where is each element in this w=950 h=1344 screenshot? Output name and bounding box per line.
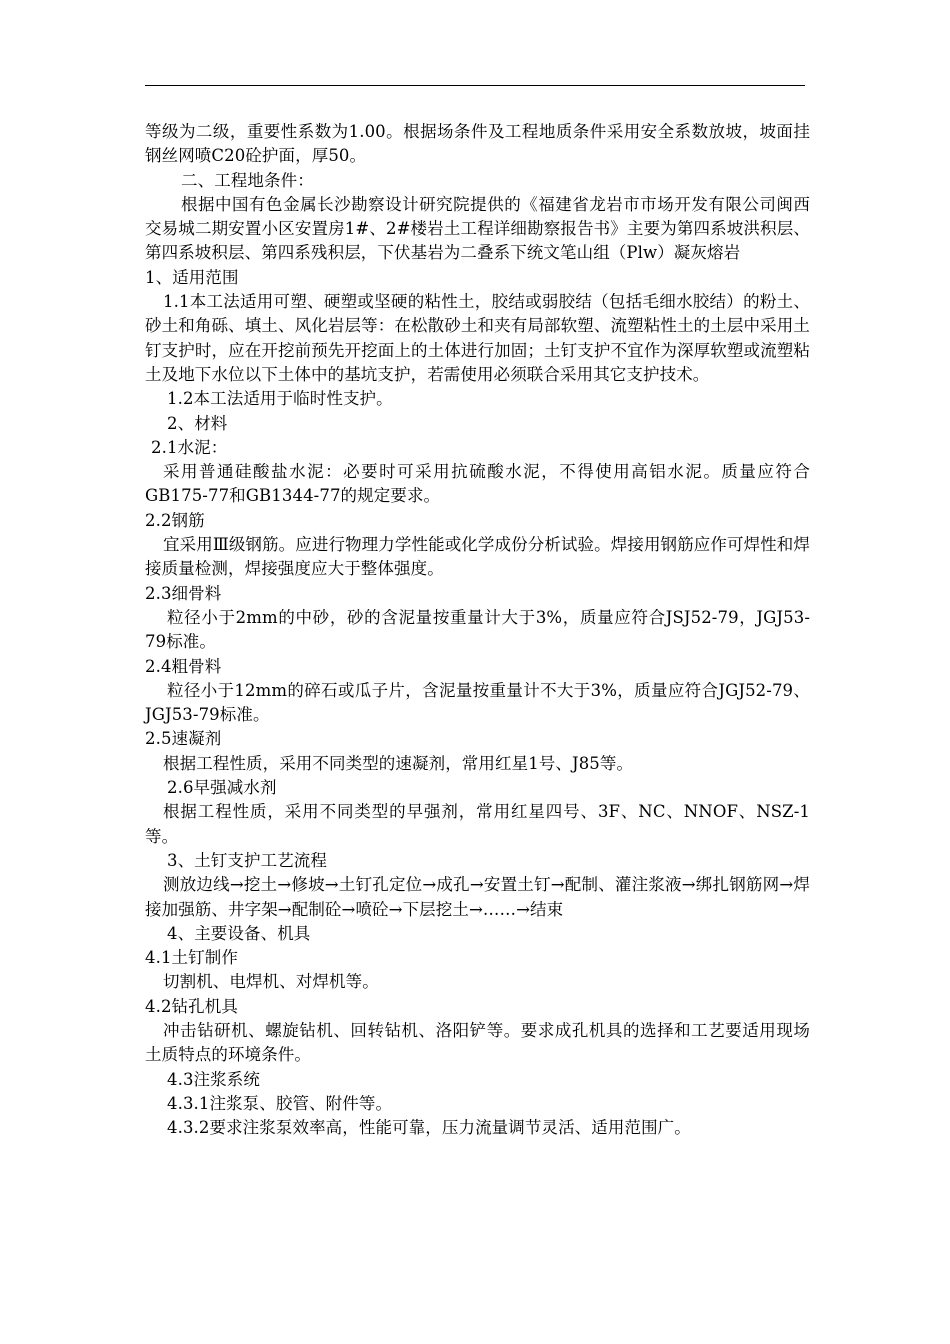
paragraph: 根据中国有色金属长沙勘察设计研究院提供的《福建省龙岩市市场开发有限公司闽西交易城二期安置小区安置房1#、2#楼岩土工程详细勘察报告书》主要为第四系坡洪积层、第四系坡积层、第四系残积层，下伏基岩为二叠系下统文笔山组（Plw）凝灰熔岩 [145, 194, 810, 263]
paragraph: 2.6早强减水剂 [167, 778, 277, 798]
paragraph: 1、适用范围 [145, 267, 239, 287]
paragraph: 宜采用Ⅲ级钢筋。应进行物理力学性能或化学成份分析试验。焊接用钢筋应作可焊性和焊接质量检测，焊接强度应大于整体强度。 [145, 535, 810, 579]
paragraph: 4.3注浆系统 [167, 1069, 260, 1089]
paragraph: 2.4粗骨料 [145, 656, 222, 676]
document-body [145, 120, 810, 1140]
paragraph: 3、土钉支护工艺流程 [167, 850, 327, 870]
paragraph: 2.5速凝剂 [145, 729, 222, 749]
paragraph: 4.2钻孔机具 [145, 996, 238, 1016]
paragraph: 4.3.1注浆泵、胶管、附件等。 [167, 1093, 393, 1113]
paragraph: 根据工程性质，采用不同类型的早强剂，常用红星四号、3F、NC、NNOF、NSZ-1等。 [145, 802, 810, 846]
paragraph: 切割机、电焊机、对焊机等。 [163, 972, 379, 992]
paragraph: 等级为二级，重要性系数为1.00。根据场条件及工程地质条件采用安全系数放坡，坡面挂钢丝网喷C20砼护面，厚50。 [145, 122, 810, 166]
paragraph: 4.3.2要求注浆泵效率高，性能可靠，压力流量调节灵活、适用范围广。 [167, 1118, 691, 1138]
paragraph: 2.3细骨料 [145, 583, 222, 603]
paragraph: 二、工程地条件： [181, 170, 314, 190]
paragraph: 粒径小于12mm的碎石或瓜子片，含泥量按重量计不大于3%，质量应符合JGJ52-79、JGJ53-79标准。 [145, 680, 810, 725]
paragraph: 1.1本工法适用可塑、硬塑或坚硬的粘性土，胶结或弱胶结（包括毛细水胶结）的粉土、砂土和角砾、填土、风化岩层等：在松散砂土和夹有局部软塑、流塑粘性土的土层中采用土钉支护时，应在开挖前预先开挖面上的土体进行加固；土钉支护不宜作为深厚软塑或流塑粘土及地下水位以下土体中的基坑支护，若需使用必须联合采用其它支护技术。 [145, 292, 810, 384]
paragraph: 粒径小于2mm的中砂，砂的含泥量按重量计大于3%，质量应符合JSJ52-79，JGJ53-79标准。 [145, 607, 810, 652]
header-rule [145, 85, 805, 86]
paragraph: 1.2本工法适用于临时性支护。 [167, 389, 393, 409]
paragraph: 测放边线→挖土→修坡→土钉孔定位→成孔→安置土钉→配制、灌注浆液→绑扎钢筋网→焊接加强筋、井字架→配制砼→喷砼→下层挖土→……→结束 [145, 875, 810, 919]
paragraph: 2.1水泥： [151, 437, 228, 457]
paragraph: 2.2钢筋 [145, 510, 205, 530]
paragraph: 采用普通硅酸盐水泥：必要时可采用抗硫酸水泥，不得使用高铝水泥。质量应符合GB175-77和GB1344-77的规定要求。 [145, 462, 810, 506]
paragraph: 4、主要设备、机具 [167, 923, 311, 943]
paragraph: 2、材料 [167, 413, 228, 433]
paragraph: 根据工程性质，采用不同类型的速凝剂，常用红星1号、J85等。 [163, 753, 634, 773]
paragraph: 冲击钻研机、螺旋钻机、回转钻机、洛阳铲等。要求成孔机具的选择和工艺要适用现场土质特点的环境条件。 [145, 1020, 810, 1065]
paragraph: 4.1土钉制作 [145, 948, 238, 968]
